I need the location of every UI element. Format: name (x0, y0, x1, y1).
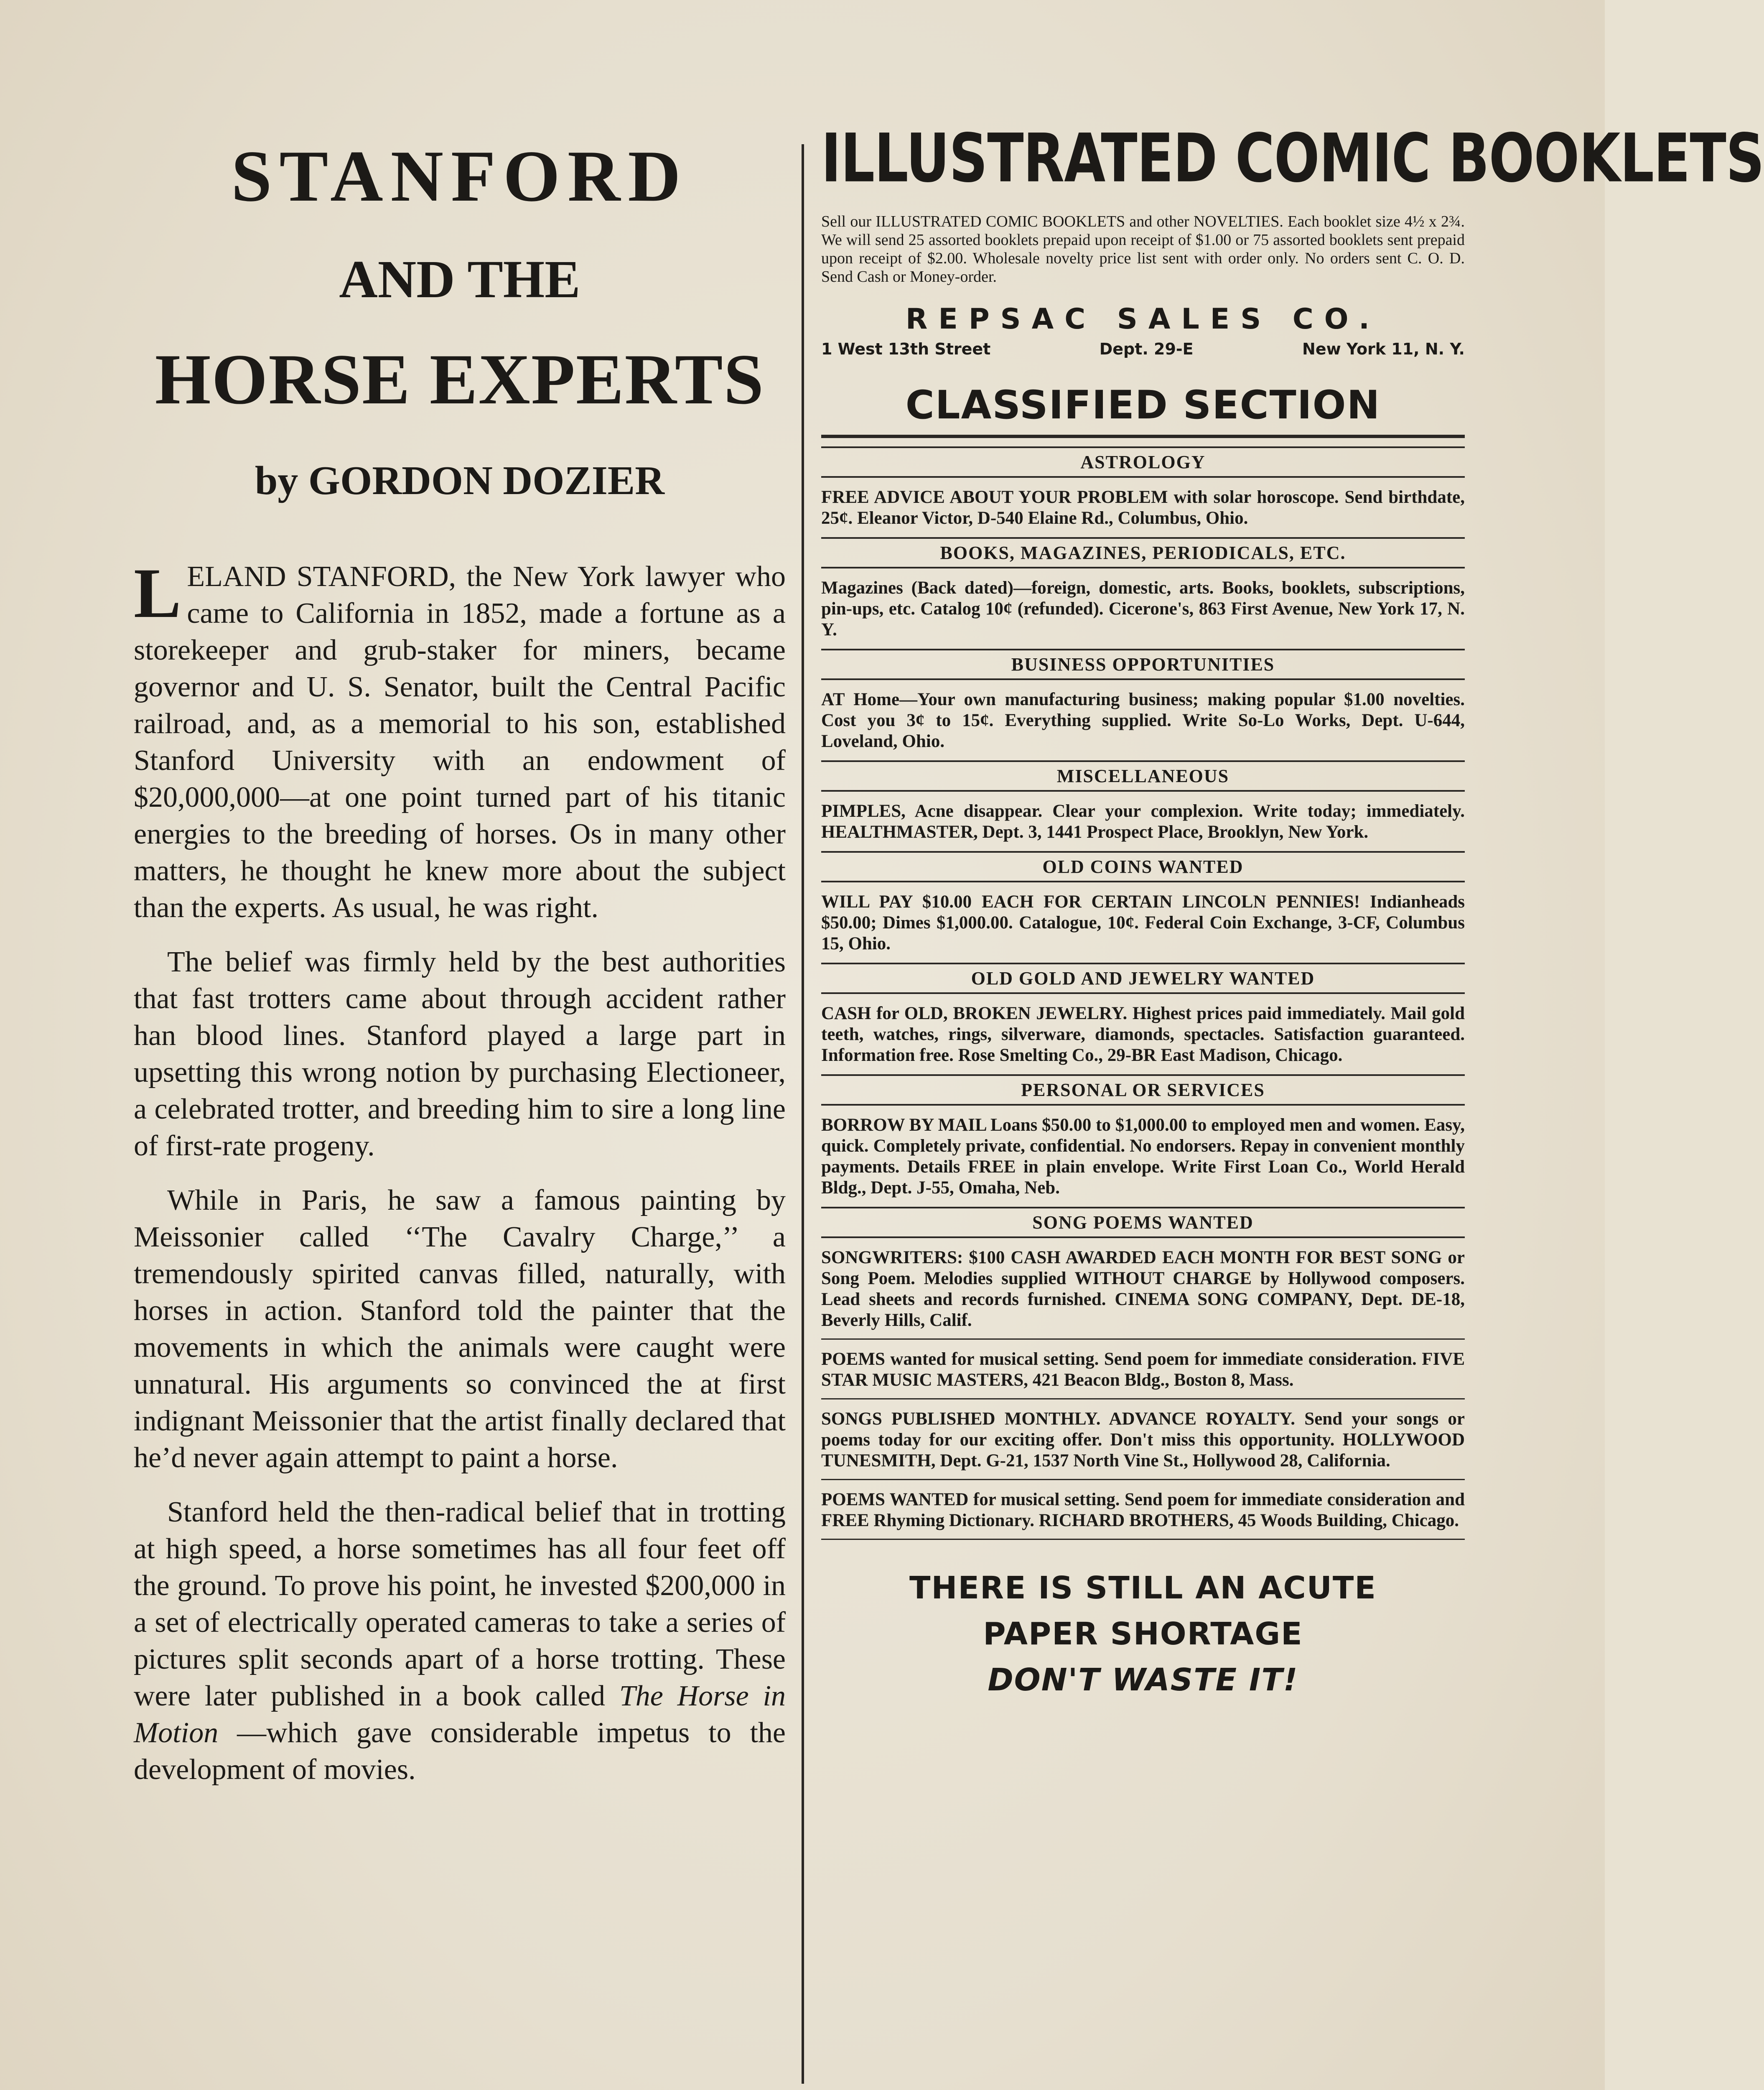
category-heading: BOOKS, MAGAZINES, PERIODICALS, ETC. (821, 537, 1465, 568)
ad-address (821, 340, 1465, 358)
article-paragraph-1 (134, 553, 786, 926)
article-column (134, 125, 786, 1806)
category-heading: PERSONAL OR SERVICES (821, 1074, 1465, 1106)
classified-entry: AT Home—Your own manufacturing business; making popular $1.00 novelties. Cost you 3¢ to 15¢. Everything supplied. Write So-Lo Works, Dept. U-644, Loveland, Ohio. (821, 690, 1465, 751)
article-body (134, 553, 786, 1788)
article-paragraph-4 (134, 1494, 786, 1788)
ad-company: REPSAC SALES CO. (906, 303, 1380, 336)
classified-heading: CLASSIFIED SECTION (905, 382, 1381, 428)
ad-address-street: 1 West 13th Street (821, 340, 991, 358)
article-byline: by GORDON DOZIER (255, 458, 665, 503)
classified-entry: SONGS PUBLISHED MONTHLY. ADVANCE ROYALTY. Send your songs or poems today for our exciting offer. Don't miss this opportunity. HOLLYWOOD TUNESMITH, Dept. G-21, 1537 North Vine St., Hollywood 28, California. (821, 1409, 1465, 1471)
category-heading: OLD GOLD AND JEWELRY WANTED (821, 963, 1465, 994)
article-paragraph-2: The belief was firmly held by the best authorities that fast trotters came about through accident rather han blood lines. Stanford played a large part in upsetting this wrong notion by purchasing Electioneer, a celebrated trotter, and breeding him to sire a long line of first-rate progeny. (134, 946, 786, 1162)
category-heading: MISCELLANEOUS (821, 760, 1465, 792)
classified-entry: CASH for OLD, BROKEN JEWELRY. Highest prices paid immediately. Mail gold teeth, watches, rings, silverware, diamonds, spectacles. Satisfaction guaranteed. Information free. Rose Smelting Co., 29-BR East Madison, Chicago. (821, 1004, 1465, 1065)
book-title: The Horse in Motion (134, 1680, 786, 1749)
category-heading: OLD COINS WANTED (821, 851, 1465, 882)
classified-entry: BORROW BY MAIL Loans $50.00 to $1,000.00 to employed men and women. Easy, quick. Completely private, confidential. No endorsers. Repay in convenient monthly payments. Details FREE in plain envelope. Write First Loan Co., World Herald Bldg., Dept. J-55, Omaha, Neb. (821, 1115, 1465, 1198)
article-title-line-1: STANFORD (231, 135, 688, 217)
paragraph-4-text-b: —which gave considerable impetus to the development of movies. (134, 1716, 786, 1786)
entry-separator (821, 1398, 1465, 1399)
classified-entry: SONGWRITERS: $100 CASH AWARDED EACH MONTH FOR BEST SONG or Song Poem. Melodies supplied WITHOUT CHARGE by Hollywood composers. Lead sheets and records furnished. CINEMA SONG COMPANY, Dept. DE-18, Beverly Hills, Calif. (821, 1248, 1465, 1330)
classified-entry: POEMS WANTED for musical setting. Send poem for immediate consideration and FREE Rhyming Dictionary. RICHARD BROTHERS, 45 Woods Building, Chicago. (821, 1490, 1465, 1530)
ad-title: ILLUSTRATED COMIC BOOKLETS (821, 120, 1764, 198)
category-heading: BUSINESS OPPORTUNITIES (821, 649, 1465, 680)
shortage-line-2: PAPER SHORTAGE (983, 1616, 1303, 1652)
classified-entry: PIMPLES, Acne disappear. Clear your complexion. Write today; immediately. HEALTHMASTER, Dept. 3, 1441 Prospect Place, Brooklyn, New York. (821, 801, 1465, 842)
drop-cap: L (134, 553, 181, 632)
classified-entry: WILL PAY $10.00 EACH FOR CERTAIN LINCOLN PENNIES! Indianheads $50.00; Dimes $1,000.00. Catalogue, 10¢. Federal Coin Exchange, 3-CF, Columbus 15, Ohio. (821, 892, 1465, 953)
column-divider (802, 144, 804, 2084)
entry-separator (821, 1539, 1465, 1540)
entry-separator (821, 1338, 1465, 1340)
classified-rule (821, 435, 1465, 438)
shortage-line-1: THERE IS STILL AN ACUTE (909, 1570, 1377, 1606)
classified-entry: FREE ADVICE ABOUT YOUR PROBLEM with solar horoscope. Send birthdate, 25¢. Eleanor Victor, D-540 Elaine Rd., Columbus, Ohio. (821, 487, 1465, 528)
shortage-line-3: DON'T WASTE IT! (988, 1662, 1298, 1698)
ad-address-dept: Dept. 29-E (1099, 340, 1194, 358)
paragraph-4-text-a: Stanford held the then-radical belief that in trotting at high speed, a horse sometimes has all four feet off the ground. To prove his point, he invested $200,000 in a set of electrically operated cameras to take a series of pictures split seconds apart of a horse trotting. These were later published in a book called (134, 1496, 786, 1712)
category-heading: ASTROLOGY (821, 446, 1465, 478)
article-title-line-2: AND THE (339, 249, 580, 309)
category-heading: SONG POEMS WANTED (821, 1207, 1465, 1238)
classified-entry: Magazines (Back dated)—foreign, domestic, arts. Books, booklets, subscriptions, pin-ups, etc. Catalog 10¢ (refunded). Cicerone's, 863 First Avenue, New York 17, N. Y. (821, 578, 1465, 640)
ad-text: Sell our ILLUSTRATED COMIC BOOKLETS and other NOVELTIES. Each booklet size 4½ x 2¾. We will send 25 assorted booklets prepaid upon receipt of $1.00 or 75 assorted booklets sent prepaid upon receipt of $2.00. Wholesale novelty price list sent with order only. No orders sent C. O. D. Send Cash or Money-order. (821, 213, 1465, 285)
paragraph-1-text: ELAND STANFORD, the New York lawyer who came to California in 1852, made a fortune as a storekeeper and grub-staker for miners, became governor and U. S. Senator, built the Central Pacific railroad, and, as a memorial to his son, established Stanford University with an endowment of $20,000,000—at one point turned part of his titanic energies to the breeding of horses. Os in many other matters, he thought he knew more about the subject than the experts. As usual, he was right. (134, 560, 786, 924)
paper-shortage-notice (821, 1565, 1465, 1703)
classified-entry: POEMS wanted for musical setting. Send poem for immediate consideration. FIVE STAR MUSIC MASTERS, 421 Beacon Bldg., Boston 8, Mass. (821, 1349, 1465, 1390)
article-title-line-3: HORSE EXPERTS (155, 339, 765, 419)
article-paragraph-3: While in Paris, he saw a famous painting by Meissonier called ‘‘The Cavalry Charge,’’ a tremendously spirited canvas filled, naturally, with horses in action. Stanford told the painter that the movements in which the animals were caught were unnatural. His arguments so convinced the at first indignant Meissonier that the artist finally declared that he’d never again attempt to paint a horse. (134, 1184, 786, 1474)
entry-separator (821, 1479, 1465, 1480)
ads-column (821, 120, 1764, 1703)
ad-address-city: New York 11, N. Y. (1302, 340, 1465, 358)
